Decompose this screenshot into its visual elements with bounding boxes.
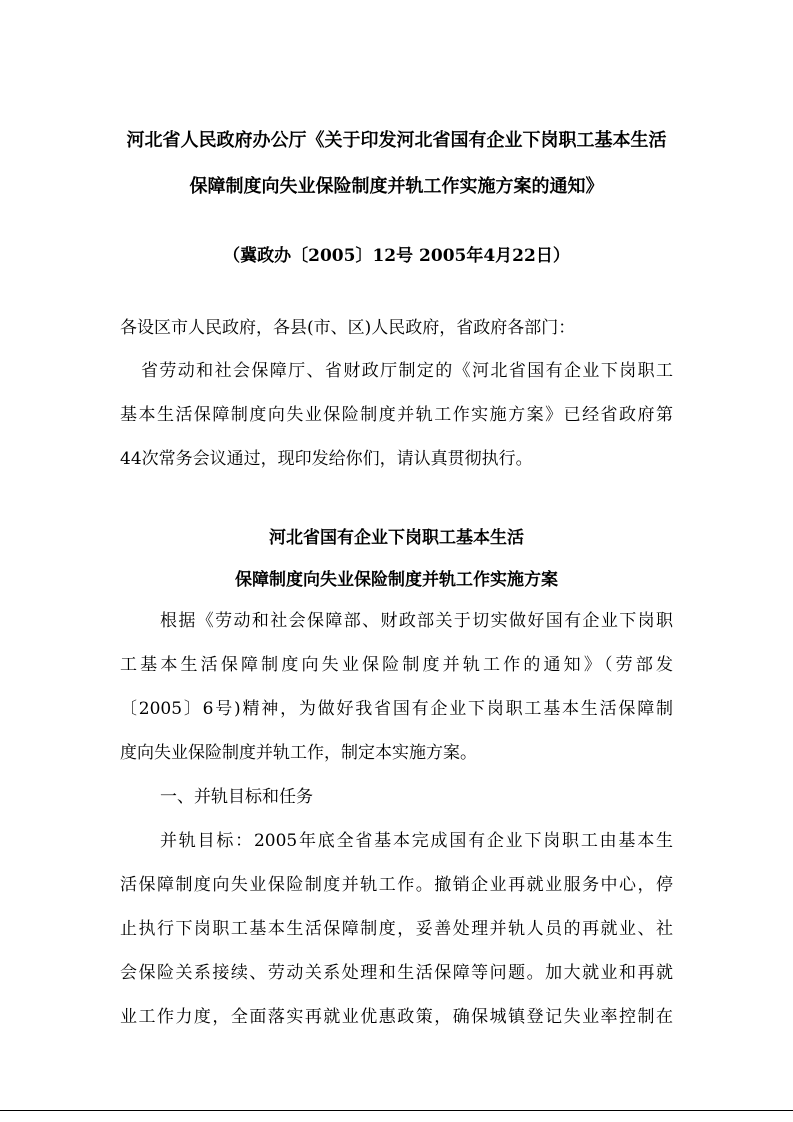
notice-title-line-1: 河北省人民政府办公厅《关于印发河北省国有企业下岗职工基本生活 xyxy=(126,130,667,151)
section-1-line: 业工作力度，全面落实再就业优惠政策，确保城镇登记失业率控制在 xyxy=(120,1007,673,1027)
section-1-heading: 一、并轨目标和任务 xyxy=(160,787,313,807)
plan-title-line-2: 保障制度向失业保险制度并轨工作实施方案 xyxy=(235,570,558,590)
page-bottom-edge xyxy=(0,1110,793,1111)
notice-body-line: 省劳动和社会保障厅、省财政厅制定的《河北省国有企业下岗职工 xyxy=(141,361,673,381)
plan-intro-line: 度向失业保险制度并轨工作，制定本实施方案。 xyxy=(120,743,477,763)
section-1-line: 并轨目标：2005年底全省基本完成国有企业下岗职工由基本生 xyxy=(160,831,673,851)
notice-body-line: 基本生活保障制度向失业保险制度并轨工作实施方案》已经省政府第 xyxy=(120,405,673,425)
plan-intro-line: 〔2005〕6号)精神，为做好我省国有企业下岗职工基本生活保障制 xyxy=(120,699,673,719)
notice-body-line: 44次常务会议通过，现印发给你们，请认真贯彻执行。 xyxy=(120,449,533,469)
plan-intro-line: 工基本生活保障制度向失业保险制度并轨工作的通知》（劳部发 xyxy=(120,655,673,675)
notice-title-line-2: 保障制度向失业保险制度并轨工作实施方案的通知》 xyxy=(189,176,604,197)
addressee: 各设区市人民政府，各县(市、区)人民政府，省政府各部门： xyxy=(120,318,576,338)
section-1-line: 会保险关系接续、劳动关系处理和生活保障等问题。加大就业和再就 xyxy=(120,963,673,983)
section-1-line: 止执行下岗职工基本生活保障制度，妥善处理并轨人员的再就业、社 xyxy=(120,919,673,939)
plan-intro-line: 根据《劳动和社会保障部、财政部关于切实做好国有企业下岗职 xyxy=(160,611,673,631)
section-1-line: 活保障制度向失业保险制度并轨工作。撤销企业再就业服务中心，停 xyxy=(120,875,673,895)
plan-title-line-1: 河北省国有企业下岗职工基本生活 xyxy=(269,528,524,548)
document-number: （冀政办〔2005〕12号 2005年4月22日） xyxy=(223,246,570,266)
